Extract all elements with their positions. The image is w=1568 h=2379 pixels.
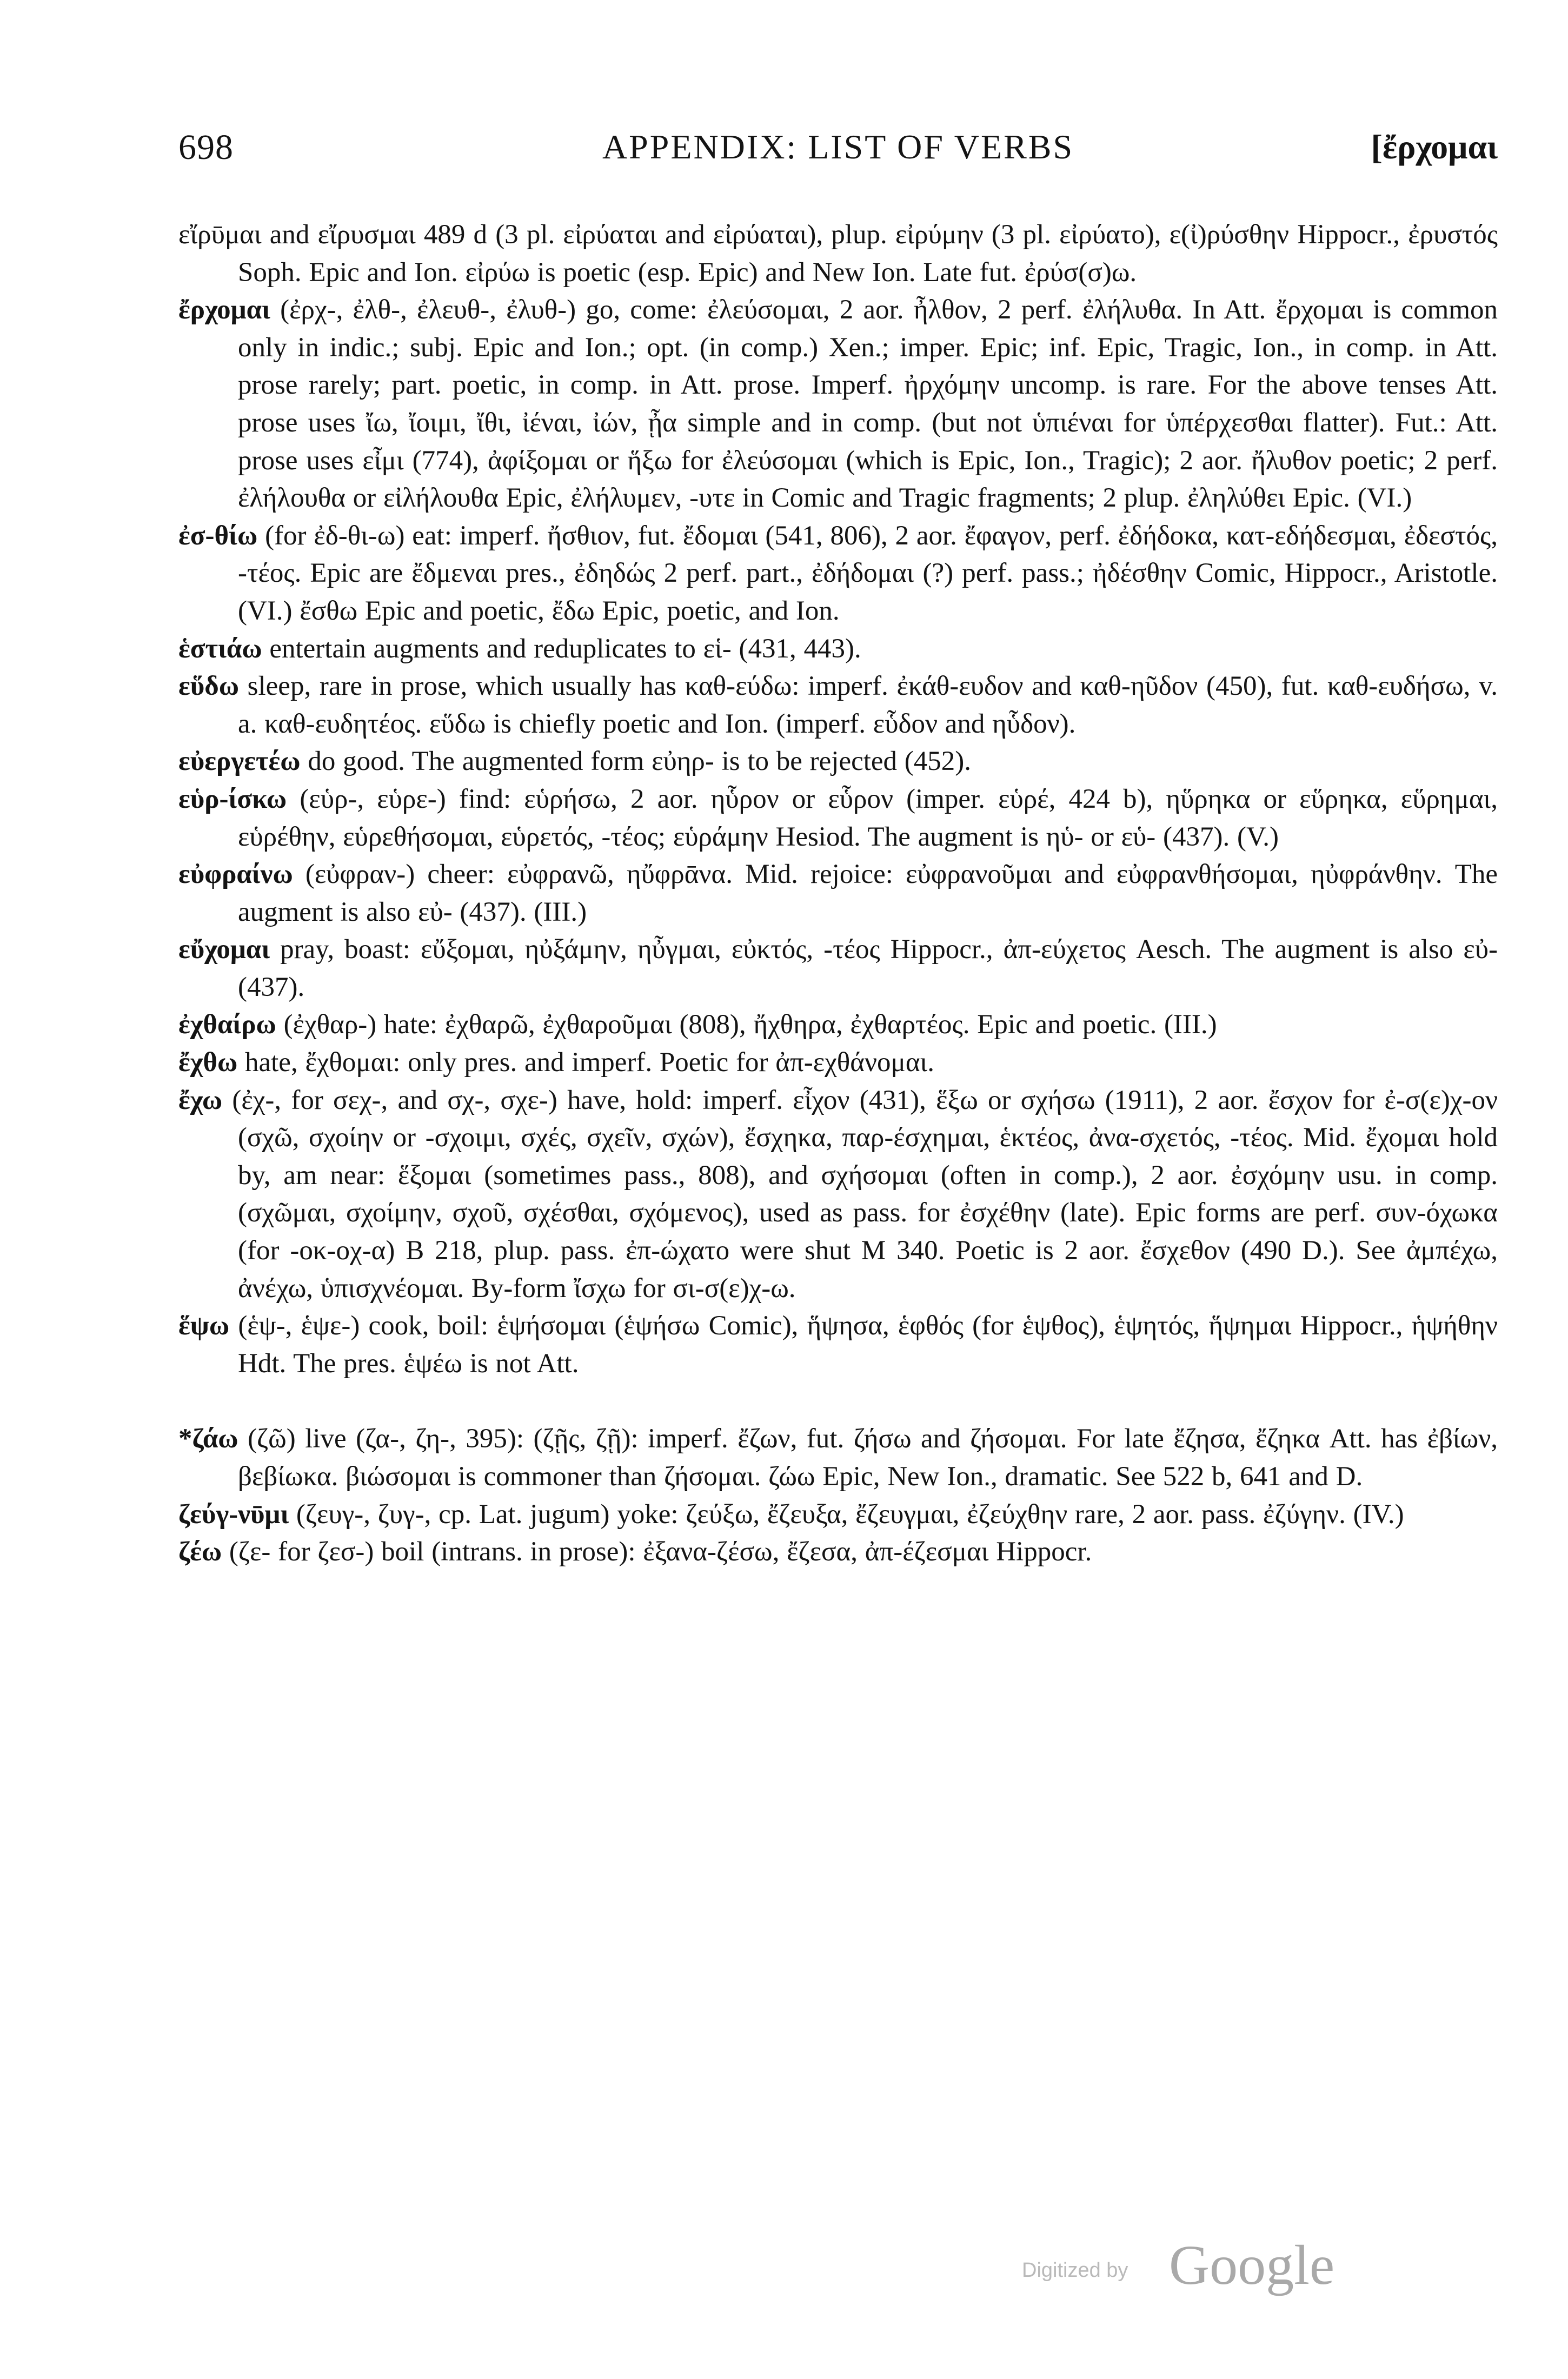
entry-text: (ἐχ-, for σεχ-, and σχ-, σχε-) have, hold: imperf. εἶχον (431), ἕξω or σχήσω (1911), 2 aor. ἔσχον for ἐ-σ(ε)χ-ον (σχῶ, σχοίην or -σχοιμι, σχές, σχεῖν, σχών), ἔσχηκα, παρ-έσχημαι, ἑκτέος, ἀνα-σχετός, -τέος. Mid. ἔχομαι hold by, am near: ἕξομαι (sometimes pass., 808), and σχήσομαι (often in comp.), 2 aor. ἐσχόμην usu. in comp. (σχῶμαι, σχοίμην, σχοῦ, σχέσθαι, σχόμενος), used as pass. for ἐσχέθην (late). Epic forms are perf. συν-όχωκα (for -οκ-οχ-α) B 218, plup. pass. ἐπ-ώχατο were shut M 340. Poetic is 2 aor. ἔσχεθον (490 D.). See ἀμπέχω, ἀνέχω, ὑπισχνέομαι. By-form ἴσχω for σι-σ(ε)χ-ω. xyxy=(232,1085,1498,1304)
dictionary-entry xyxy=(178,1006,1498,1044)
entry-text: (ζευγ-, ζυγ-, cp. Lat. jugum) yoke: ζεύξω, ἔζευξα, ἔζευγμαι, ἐζεύχθην rare, 2 aor. pass. ἐζύγην. (IV.) xyxy=(296,1499,1404,1530)
running-head xyxy=(178,127,1498,176)
entry-lemma: ζεύγ-νῡμι xyxy=(178,1499,289,1530)
entry-text: hate, ἔχθομαι: only pres. and imperf. Poetic for ἀπ-εχθάνομαι. xyxy=(245,1047,935,1078)
entry-lemma: ἔρχομαι xyxy=(178,295,270,325)
entry-text: sleep, rare in prose, which usually has καθ-εύδω: imperf. ἐκάθ-ευδον and καθ-ηῦδον (450), fut. καθ-ευδήσω, v. a. καθ-ευδητέος. εὕδω is chiefly poetic and Ion. (imperf. εὗδον and ηὗδον). xyxy=(238,671,1498,739)
verb-list xyxy=(178,216,1498,1571)
entry-text: εἴρῡμαι and εἴρυσμαι 489 d (3 pl. εἰρύαται and εἰρύαται), plup. εἰρύμην (3 pl. εἰρύατο), ε(ἰ)ρύσθην Hippocr., ἐρυστός Soph. Epic and Ion. εἰρύω is poetic (esp. Epic) and New Ion. Late fut. ἐρύσ(σ)ω. xyxy=(178,220,1498,288)
entry-lemma: εὐφραίνω xyxy=(178,859,293,890)
entry-text: (ἑψ-, ἑψε-) cook, boil: ἑψήσομαι (ἑψήσω Comic), ἥψησα, ἑφθός (for ἑψθος), ἑψητός, ἥψημαι Hippocr., ἡψήθην Hdt. The pres. ἑψέω is not Att. xyxy=(238,1311,1498,1379)
entry-text: (εὐφραν-) cheer: εὐφρανῶ, ηὔφρᾱνα. Mid. rejoice: εὐφρανοῦμαι and εὐφρανθήσομαι, ηὐφράνθην. The augment is also εὐ- (437). (III.) xyxy=(238,859,1498,927)
entry-text: do good. The augmented form εὐηρ- is to be rejected (452). xyxy=(308,746,972,777)
dictionary-entry xyxy=(178,1044,1498,1082)
entry-text: entertain augments and reduplicates to εἱ- (431, 443). xyxy=(269,633,861,664)
dictionary-entry xyxy=(178,291,1498,517)
entry-lemma: εὐεργετέω xyxy=(178,746,301,777)
google-logo: Google xyxy=(1169,2234,1335,2296)
dictionary-entry xyxy=(178,668,1498,743)
running-catchword: [ἔρχομαι xyxy=(1371,128,1498,166)
entry-lemma: εὕδω xyxy=(178,671,240,702)
dictionary-entry xyxy=(178,743,1498,781)
entry-text: (ἐχθαρ-) hate: ἐχθαρῶ, ἐχθαροῦμαι (808), ἤχθηρα, ἐχθαρτέος. Epic and poetic. (III.) xyxy=(283,1009,1217,1040)
entry-lemma: ἔχω xyxy=(178,1085,223,1115)
entry-lemma: ἔχθω xyxy=(178,1047,238,1078)
dictionary-entry xyxy=(178,1496,1498,1534)
entry-text: pray, boast: εὔξομαι, ηὐξάμην, ηὖγμαι, εὐκτός, -τέος Hippocr., ἀπ-εύχετος Aesch. The augment is also εὐ- (437). xyxy=(238,934,1498,1002)
dictionary-entry xyxy=(178,931,1498,1006)
page-number: 698 xyxy=(178,128,234,167)
entry-lemma: ἐσ-θίω xyxy=(178,520,258,551)
entry-text: (ζῶ) live (ζα-, ζη-, 395): (ζῇς, ζῇ): imperf. ἔζων, fut. ζήσω and ζήσομαι. For late ἔζησα, ἔζηκα Att. has ἐβίων, βεβίωκα. βιώσομαι is commoner than ζήσομαι. ζώω Epic, New Ion., dramatic. See 522 b, 641 and D. xyxy=(238,1424,1498,1492)
entry-lemma: *ζάω xyxy=(178,1424,238,1454)
dictionary-entry xyxy=(178,216,1498,291)
entry-text: (ζε- for ζεσ-) boil (intrans. in prose): ἐξανα-ζέσω, ἔζεσα, ἀπ-έζεσμαι Hippocr. xyxy=(229,1537,1092,1567)
dictionary-entry xyxy=(178,856,1498,931)
dictionary-entry xyxy=(178,1533,1498,1571)
running-title: APPENDIX: LIST OF VERBS xyxy=(602,128,1074,166)
entry-lemma: ἑστιάω xyxy=(178,633,262,664)
dictionary-entry xyxy=(178,630,1498,668)
entry-lemma: ζέω xyxy=(178,1537,222,1567)
dictionary-entry xyxy=(178,781,1498,856)
dictionary-entry xyxy=(178,1082,1498,1308)
entry-lemma: εὔχομαι xyxy=(178,934,270,965)
entry-text: (ἐρχ-, ἐλθ-, ἐλευθ-, ἐλυθ-) go, come: ἐλεύσομαι, 2 aor. ἦλθον, 2 perf. ἐλήλυθα. In Att. ἔρχομαι is common only in indic.; subj. Epic and Ion.; opt. (in comp.) Xen.; imper. Epic; inf. Epic, Tragic, Ion., in comp. in Att. prose rarely; part. poetic, in comp. in Att. prose. Imperf. ἠρχόμην uncomp. is rare. For the above tenses Att. prose uses ἴω, ἴοιμι, ἴθι, ἰέναι, ἰών, ᾖα simple and in comp. (but not ὑπιέναι for ὑπέρχεσθαι flatter). Fut.: Att. prose uses εἶμι (774), ἀφίξομαι or ἥξω for ἐλεύσομαι (which is Epic, Ion., Tragic); 2 aor. ἤλυθον poetic; 2 perf. ἐλήλουθα or εἰλήλουθα Epic, ἐλήλυμεν, -υτε in Comic and Tragic fragments; 2 plup. ἐληλύθει Epic. (VI.) xyxy=(238,295,1498,514)
entry-lemma: ἕψω xyxy=(178,1311,230,1341)
dictionary-entry xyxy=(178,1420,1498,1496)
digitization-watermark xyxy=(1022,2233,1400,2298)
entry-text: (εὑρ-, εὑρε-) find: εὑρήσω, 2 aor. ηὗρον or εὗρον (imper. εὑρέ, 424 b), ηὕρηκα or εὕρηκα, εὕρημαι, εὑρέθην, εὑρεθήσομαι, εὑρετός, -τέος; εὑράμην Hesiod. The augment is ηὑ- or εὑ- (437). (V.) xyxy=(238,783,1498,852)
dictionary-entry xyxy=(178,1307,1498,1383)
entry-lemma: εὑρ-ίσκω xyxy=(178,783,287,814)
entry-lemma: ἐχθαίρω xyxy=(178,1009,276,1040)
digitized-by-label: Digitized by xyxy=(1022,2259,1128,2282)
entry-text: (for ἐδ-θι-ω) eat: imperf. ἤσθιον, fut. ἔδομαι (541, 806), 2 aor. ἔφαγον, perf. ἐδήδοκα, κατ-εδήδεσμαι, ἐδεστός, -τέος. Epic are ἔδμεναι pres., ἐδηδώς 2 perf. part., ἐδήδομαι (?) perf. pass.; ἠδέσθην Comic, Hippocr., Aristotle. (VI.) ἔσθω Epic and poetic, ἔδω Epic, poetic, and Ion. xyxy=(238,520,1498,626)
dictionary-entry xyxy=(178,517,1498,630)
